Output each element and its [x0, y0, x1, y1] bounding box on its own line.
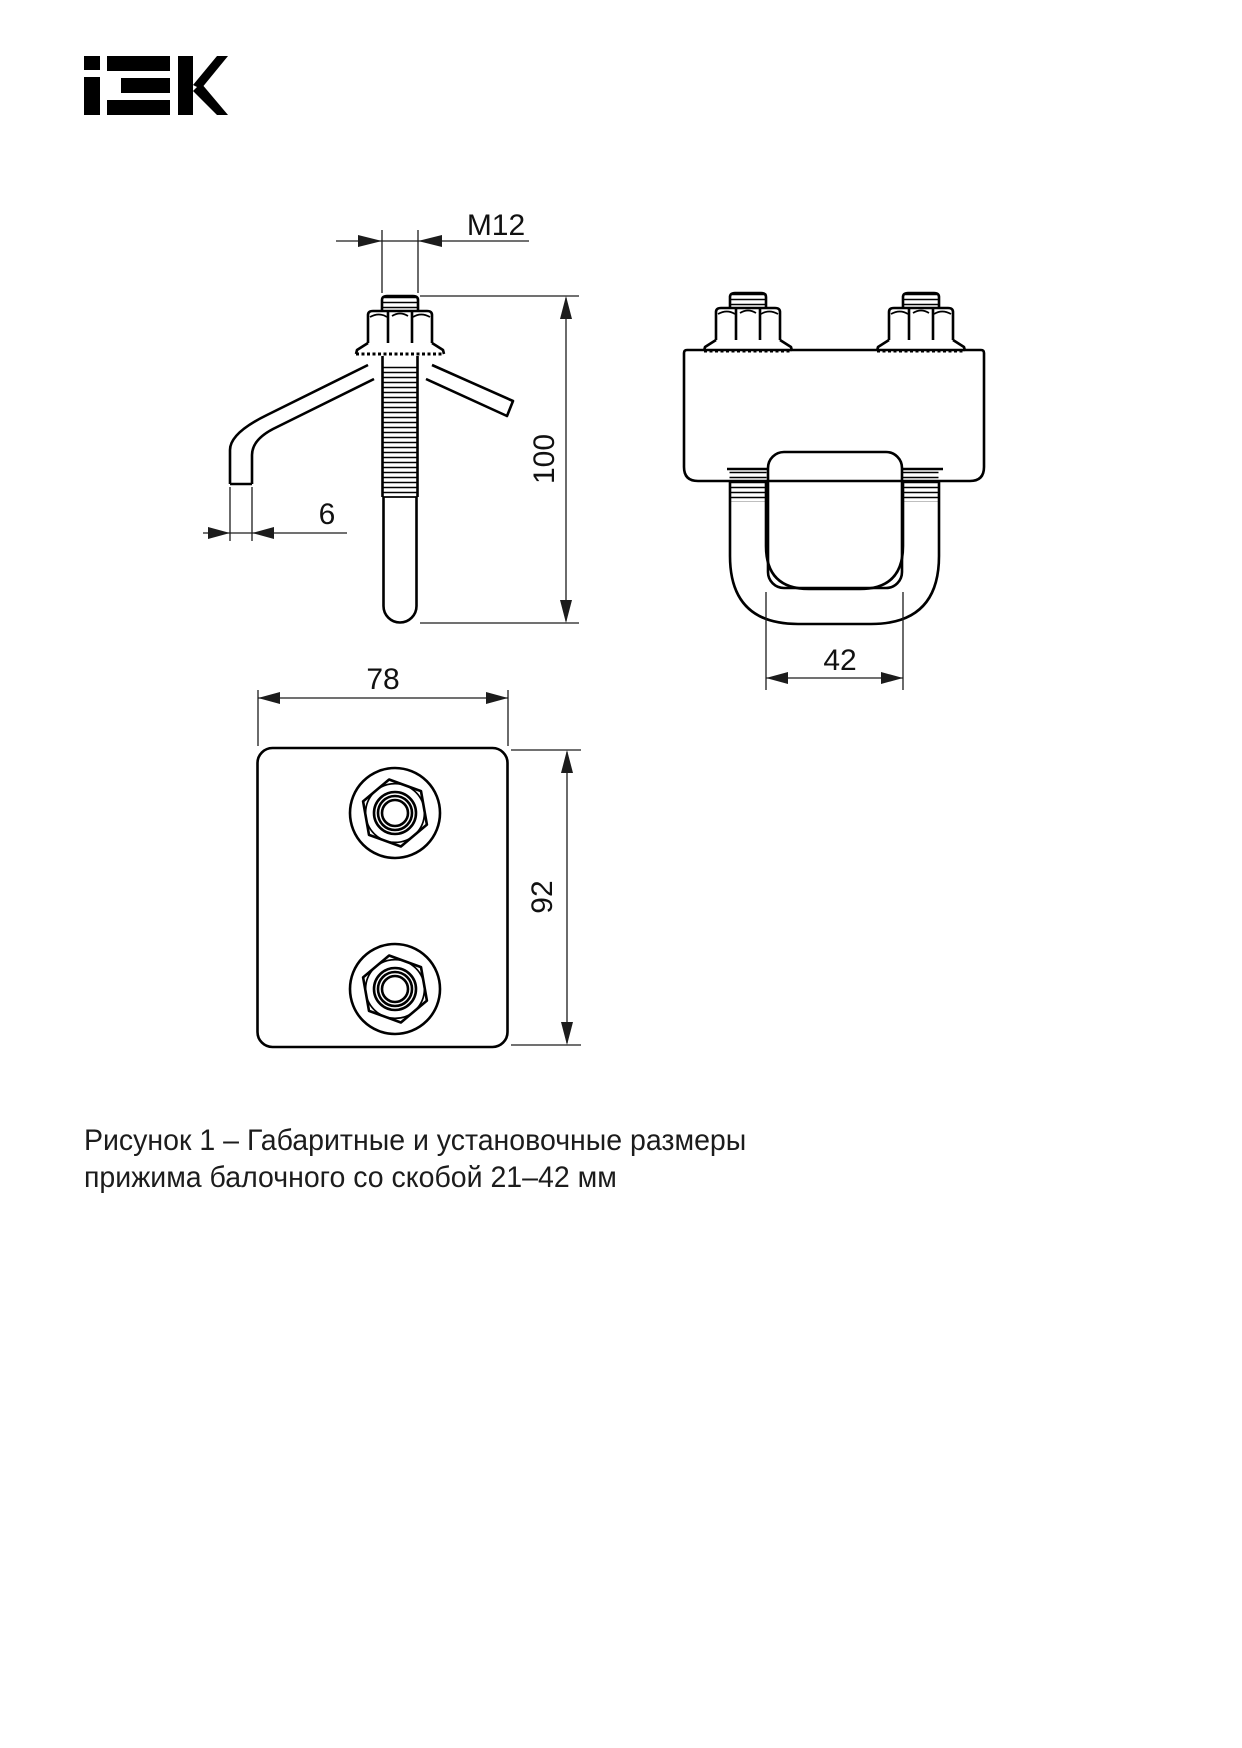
dimension-label-100: 100 [528, 433, 561, 485]
dimension-6 [203, 487, 347, 541]
figure-caption-line1: Рисунок 1 – Габаритные и установочные размеры [84, 1124, 747, 1157]
flange-nut-top [350, 944, 440, 1034]
figure-caption [84, 1122, 746, 1196]
figure-caption-line2: прижима балочного со скобой 21–42 мм [84, 1161, 617, 1194]
dimension-label-42: 42 [823, 644, 857, 677]
dimension-label-m12: M12 [466, 209, 526, 242]
beam-section [768, 452, 902, 588]
dimension-label-6: 6 [318, 498, 336, 531]
dimension-m12 [336, 209, 529, 293]
clamp-body [684, 350, 984, 481]
dimension-label-92: 92 [526, 880, 559, 914]
bolt-thread-hatch [383, 366, 417, 497]
front-view-drawing [684, 293, 984, 690]
dimension-78 [258, 663, 508, 746]
flange-nut-front [356, 296, 444, 354]
flange-nut-front [877, 293, 965, 351]
dimension-100 [420, 296, 579, 623]
dimension-92 [511, 750, 581, 1045]
u-bracket [730, 481, 939, 624]
flange-nut-front [704, 293, 792, 351]
dimension-label-78: 78 [366, 663, 400, 696]
flange-nut-top [350, 768, 440, 858]
side-view-drawing [203, 209, 579, 623]
top-view-drawing [258, 663, 582, 1047]
hook-arm [230, 365, 513, 484]
dimension-42 [766, 592, 903, 690]
